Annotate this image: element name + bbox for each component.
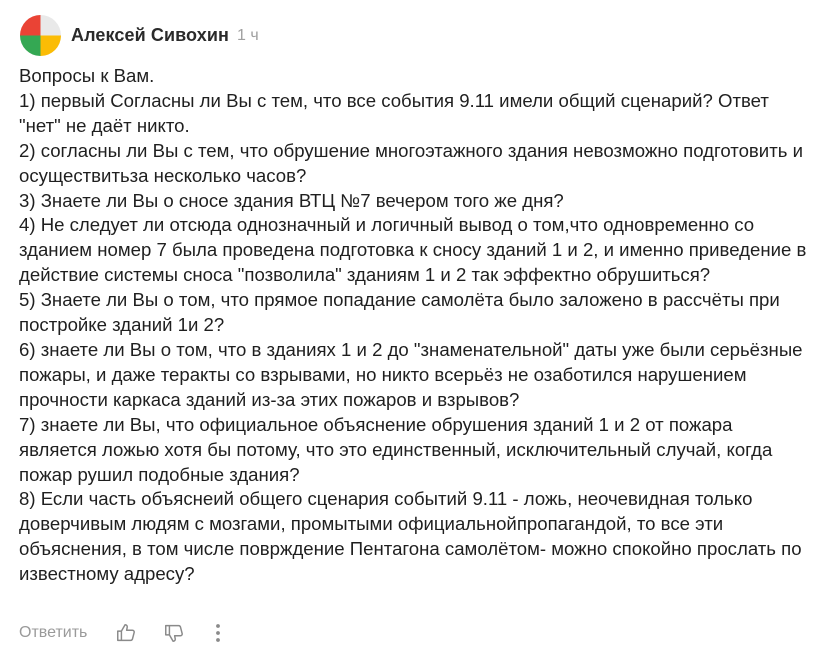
avatar[interactable] xyxy=(20,15,61,56)
comment-actions xyxy=(19,622,221,644)
comment-line: 7) знаете ли Вы, что официальное объяснение обрушения зданий 1 и 2 от пожара является ложью хотя бы потому, что это единственный, исключительный случай, когда пожар рушил подобные здания? xyxy=(19,413,773,485)
more-options-button[interactable] xyxy=(215,623,221,643)
comment-line: 3) Знаете ли Вы о сносе здания ВТЦ №7 вечером того же дня? xyxy=(19,189,564,211)
comment-time: 1 ч xyxy=(236,26,259,44)
thumbs-down-icon xyxy=(163,622,185,644)
like-button[interactable] xyxy=(115,622,137,644)
author-name[interactable]: Алексей Сивохин xyxy=(71,25,229,45)
comment-line: Вопросы к Вам. xyxy=(19,65,155,86)
dislike-button[interactable] xyxy=(163,622,185,644)
comment-line: 5) Знаете ли Вы о том, что прямое попадание самолёта было заложено в рассчёты при постройке зданий 1и 2? xyxy=(19,289,780,336)
comment-header xyxy=(20,15,259,56)
comment-line: 2) согласны ли Вы с тем, что обрушение многоэтажного здания невозможно подготовить и осуществитьза несколько часов? xyxy=(19,139,803,186)
comment-text xyxy=(19,64,815,587)
thumbs-up-icon xyxy=(115,622,137,644)
reply-button[interactable]: Ответить xyxy=(19,624,88,641)
comment-line: 4) Не следует ли отсюда однозначный и логичный вывод о том,что одновременно со зданием номер 7 была проведена подготовка к сносу зданий 1 и 2, и именно приведение в действие системы сноса "позволила" зданиям 1 и 2 так эффектно обрушиться? xyxy=(19,214,807,286)
comment-line: 1) первый Согласны ли Вы с тем, что все события 9.11 имели общий сценарий? Ответ "нет" не даёт никто. xyxy=(19,89,769,136)
comment-line: 6) знаете ли Вы о том, что в зданиях 1 и 2 до "знаменательной" даты уже были серьёзные пожары, и даже теракты со взрывами, но никто всерьёз не озаботился нарушением прочности каркаса зданий из-за этих пожаров и взрывов? xyxy=(19,338,803,410)
more-vertical-icon xyxy=(215,623,221,643)
comment-line: 8) Если часть объяснеий общего сценария событий 9.11 - ложь, неочевидная только доверчивым людям с мозгами, промытыми официальнойпропагандой, то все эти объяснения, в том числе поврждение Пентагона самолётом- можно спокойно прослать по известному адресу? xyxy=(19,488,802,585)
